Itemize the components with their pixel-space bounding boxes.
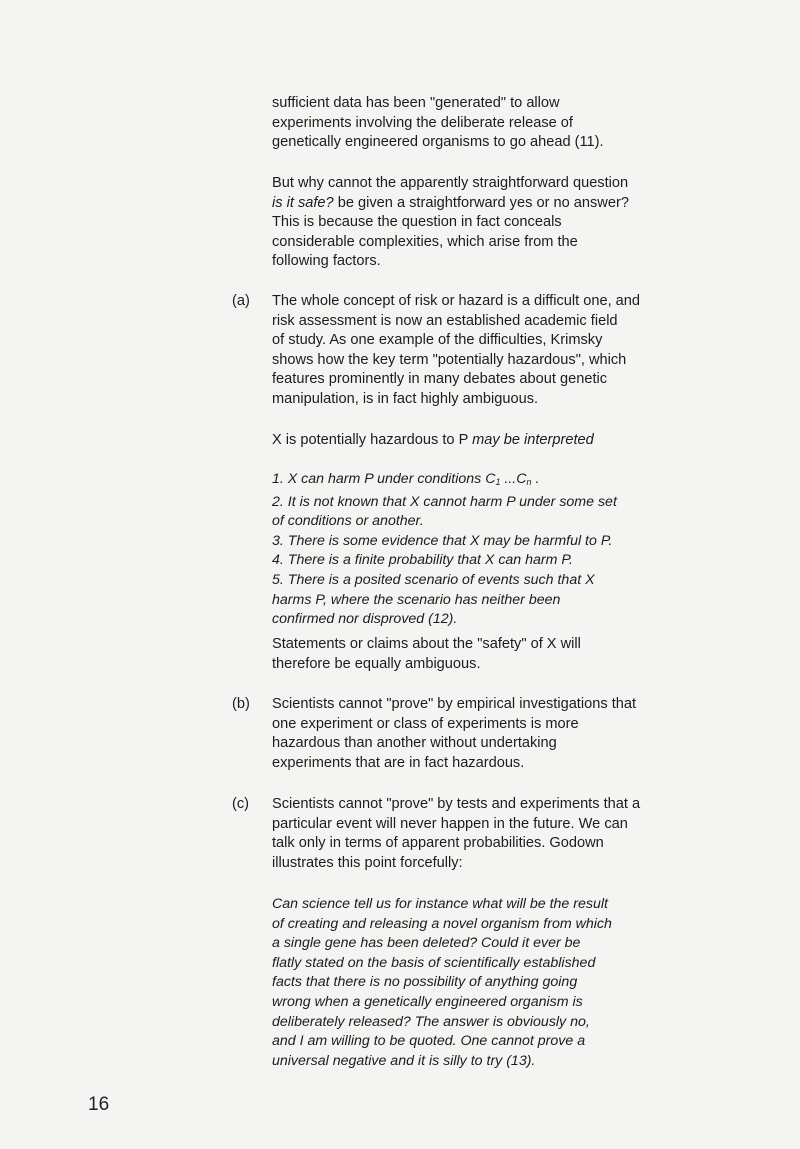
list-item: 3. There is some evidence that X may be harmful to P. [272,532,613,549]
text-line: experiments involving the deliberate release of [272,114,573,131]
statements-paragraph [272,635,642,674]
text-line: one experiment or class of experiments is more [272,715,579,732]
text-line: genetically engineered organisms to go ahead (11). [272,134,604,151]
text-line: shows how the key term "potentially hazardous", which [272,351,627,368]
text-line: considerable complexities, which arise from the [272,233,578,250]
list-item: 5. There is a posited scenario of events such that X [272,571,595,588]
text-line: Scientists cannot "prove" by empirical investigations that [272,696,637,712]
item-a-paragraph [272,292,642,410]
text-line: The whole concept of risk or hazard is a difficult one, and [272,293,641,309]
text-line: Statements or claims about the "safety" of X will [272,636,581,652]
item-b-label: (b) [232,696,250,712]
text-line: of study. As one example of the difficulties, Krimsky [272,332,603,349]
text-line: sufficient data has been "generated" to allow [272,95,560,111]
intro-paragraph [272,94,642,153]
text-line [272,431,642,451]
question-paragraph [272,174,642,272]
quote-line: deliberately released? The answer is obviously no, [272,1013,590,1030]
quote-line: facts that there is no possibility of anything going [272,974,578,991]
subscript: n [526,477,532,487]
text-line: This is because the question in fact conceals [272,214,562,231]
godown-quote [272,895,642,1071]
list-item: 4. There is a finite probability that X can harm P. [272,552,573,569]
text-line: manipulation, is in fact highly ambiguous. [272,390,539,407]
text-fragment: 1. X can harm P under conditions C [272,471,496,487]
item-b-paragraph [272,695,642,773]
italic-fragment: may be interpreted [472,432,594,448]
italic-question: is it safe? [272,194,334,211]
text-line: Scientists cannot "prove" by tests and experiments that a [272,796,641,812]
interpretation-line [272,431,642,451]
subscript: 1 [495,477,501,487]
quote-line: a single gene has been deleted? Could it ever be [272,935,581,952]
item-c-label: (c) [232,796,250,812]
text-line: features prominently in many debates about genetic [272,371,608,388]
text-line: risk assessment is now an established academic field [272,312,618,329]
item-c-paragraph [272,795,642,873]
quote-line: flatly stated on the basis of scientifically established [272,954,596,971]
quote-line: Can science tell us for instance what will be the result [272,896,608,912]
list-item: of conditions or another. [272,513,424,530]
text-line [272,194,642,214]
item-a-label: (a) [232,293,250,309]
text-line: hazardous than another without undertaking [272,735,557,752]
list-item: harms P, where the scenario has neither been [272,591,561,608]
text-fragment: be given a straightforward yes or no answer? [333,194,629,211]
text-fragment: X is potentially hazardous to P [272,432,473,448]
interpretation-list [272,470,642,630]
text-fragment: . [531,471,540,487]
quote-line: wrong when a genetically engineered organism is [272,993,583,1010]
text-line: experiments that are in fact hazardous. [272,754,525,771]
list-item [272,470,642,493]
text-line: particular event will never happen in the future. We can [272,815,628,832]
text-line: therefore be equally ambiguous. [272,655,481,672]
quote-line: and I am willing to be quoted. One cannot prove a [272,1033,586,1050]
text-fragment: ...C [500,471,527,487]
text-line: talk only in terms of apparent probabilities. Godown [272,835,604,852]
quote-line: of creating and releasing a novel organism from which [272,915,612,932]
text-line: illustrates this point forcefully: [272,854,463,871]
list-item: confirmed nor disproved (12). [272,611,458,628]
text-line: But why cannot the apparently straightforward question [272,175,629,191]
text-line: following factors. [272,253,381,270]
page-number: 16 [88,1094,110,1115]
list-item: 2. It is not known that X cannot harm P under some set [272,493,617,510]
quote-line: universal negative and it is silly to try (13). [272,1052,536,1069]
